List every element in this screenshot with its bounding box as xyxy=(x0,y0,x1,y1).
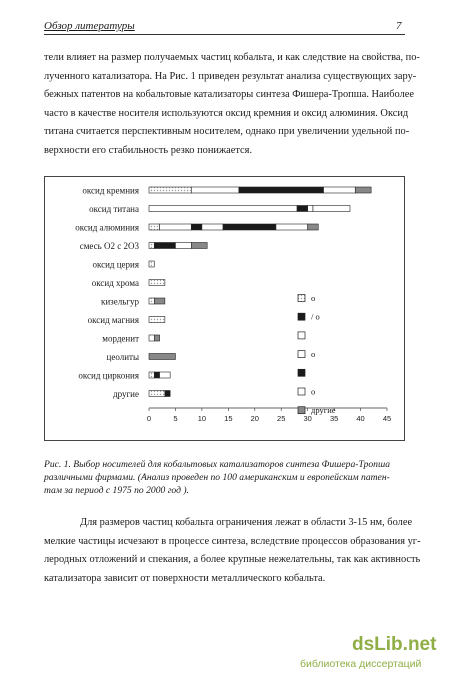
paragraph-line: лученного катализатора. На Рис. 1 приведен результат анализа существующих зару- xyxy=(44,70,417,82)
caption-line: там за период с 1975 по 2000 год ). xyxy=(44,485,189,496)
caption-line: различными фирмами. (Анализ проведен по 100 американским и европейским патен- xyxy=(44,472,390,483)
x-tick-label: 20 xyxy=(250,414,259,423)
legend-label: / о xyxy=(311,311,320,322)
caption-line: Рис. 1. Выбор носителей для кобальтовых катализаторов синтеза Фишера-Тропша xyxy=(44,459,390,470)
legend-label: о xyxy=(311,386,316,397)
bar-segment xyxy=(149,317,165,323)
bar-segment xyxy=(149,298,154,304)
category-label: кизельгур xyxy=(100,296,139,307)
intro-paragraph xyxy=(44,49,420,161)
legend-label: о xyxy=(311,349,316,360)
bar-segment xyxy=(154,243,159,249)
bar-segment xyxy=(149,224,160,230)
bar-segment xyxy=(191,187,239,193)
legend-swatch xyxy=(298,295,305,302)
legend-label: о xyxy=(311,293,316,303)
paragraph-line: леродных отложений и спекания, а более крупные нежелательны, так как активность xyxy=(44,554,421,566)
paragraph-line: часто в качестве носителя используются оксид кремния и оксид алюминия. Оксид xyxy=(44,107,409,119)
paragraph-line: бежных патентов на кобальтовые катализаторы синтеза Фишера-Тропша. Наиболее xyxy=(44,89,414,101)
bar-segment xyxy=(149,391,165,397)
bar-segment xyxy=(297,206,308,212)
bar-segment xyxy=(239,187,324,193)
legend-swatch xyxy=(298,407,305,414)
bar-segment xyxy=(154,335,159,341)
bar-segment xyxy=(149,187,191,193)
legend-swatch xyxy=(298,313,305,320)
watermark-subtitle: библиотека диссертаций xyxy=(300,658,422,670)
x-tick-label: 5 xyxy=(173,414,178,423)
header-rule xyxy=(44,34,405,35)
bar-segment xyxy=(313,206,350,212)
category-label: оксид магния xyxy=(87,315,139,325)
bar-segment xyxy=(175,243,191,249)
paragraph-line: мелкие частицы исчезают в процессе синтеза, вследствие процессов образования уг- xyxy=(44,535,421,547)
bar-segment xyxy=(165,391,170,397)
bar-segment xyxy=(160,243,176,249)
bar-segment xyxy=(149,280,165,286)
x-tick-label: 40 xyxy=(356,414,365,423)
x-tick-label: 0 xyxy=(146,414,152,423)
bar-segment xyxy=(160,224,192,230)
bar-segment xyxy=(149,335,154,341)
bar-segment xyxy=(324,187,356,193)
category-label: оксид хрома xyxy=(91,278,139,288)
legend-swatch xyxy=(298,388,305,395)
category-label: оксид церия xyxy=(92,259,139,270)
carrier-bar-chart xyxy=(45,177,404,440)
legend-label: другие xyxy=(311,405,336,416)
paragraph-line: Для размеров частиц кобальта ограничения лежат в области 3-15 нм, более xyxy=(80,517,413,528)
bar-segment xyxy=(149,206,297,212)
category-label: оксид кремния xyxy=(82,185,139,196)
bar-segment xyxy=(202,224,223,230)
bar-segment xyxy=(160,372,171,378)
category-label: смесь О2 с 2О3 xyxy=(79,241,139,251)
figure-caption xyxy=(44,458,414,497)
x-tick-label: 45 xyxy=(382,414,392,423)
category-label: оксид циркония xyxy=(78,370,139,381)
bar-segment xyxy=(154,298,165,304)
paragraph-line: верхности его стабильность резко понижается. xyxy=(44,144,253,156)
bar-segment xyxy=(223,224,276,230)
watermark-brand: dsLib.net xyxy=(352,634,437,655)
bar-segment xyxy=(154,372,159,378)
category-label: оксид титана xyxy=(89,204,139,214)
bar-segment xyxy=(149,354,175,360)
category-label: оксид алюминия xyxy=(75,222,139,233)
bar-segment xyxy=(308,224,319,230)
bar-segment xyxy=(149,372,154,378)
running-header-title: Обзор литературы xyxy=(44,20,135,32)
paragraph-line: тели влияет на размер получаемых частиц кобальта, и как следствие на свойства, по- xyxy=(44,52,420,63)
paragraph-line: катализатора зависит от поверхности металлического кобальта. xyxy=(44,572,326,584)
paragraph-line: титана считается перспективным носителем, однако при увеличении удельной по- xyxy=(44,126,410,138)
x-tick-label: 10 xyxy=(197,414,207,423)
category-label: цеолиты xyxy=(106,352,139,362)
bar-segment xyxy=(191,243,207,249)
particle-size-paragraph xyxy=(44,514,421,588)
bar-segment xyxy=(276,224,308,230)
x-tick-label: 30 xyxy=(303,414,312,423)
bar-segment xyxy=(149,261,154,267)
bar-segment xyxy=(355,187,371,193)
bar-segment xyxy=(191,224,202,230)
figure-frame xyxy=(44,176,405,441)
bar-segment xyxy=(308,206,313,212)
page-number: 7 xyxy=(396,20,402,32)
category-label: другие xyxy=(113,389,139,399)
category-label: морденит xyxy=(102,333,139,344)
x-tick-label: 35 xyxy=(329,414,339,423)
x-tick-label: 25 xyxy=(277,414,286,423)
x-tick-label: 15 xyxy=(224,414,233,423)
legend-swatch xyxy=(298,332,305,339)
legend-swatch xyxy=(298,369,305,376)
legend-swatch xyxy=(298,351,305,358)
bar-segment xyxy=(149,243,154,249)
